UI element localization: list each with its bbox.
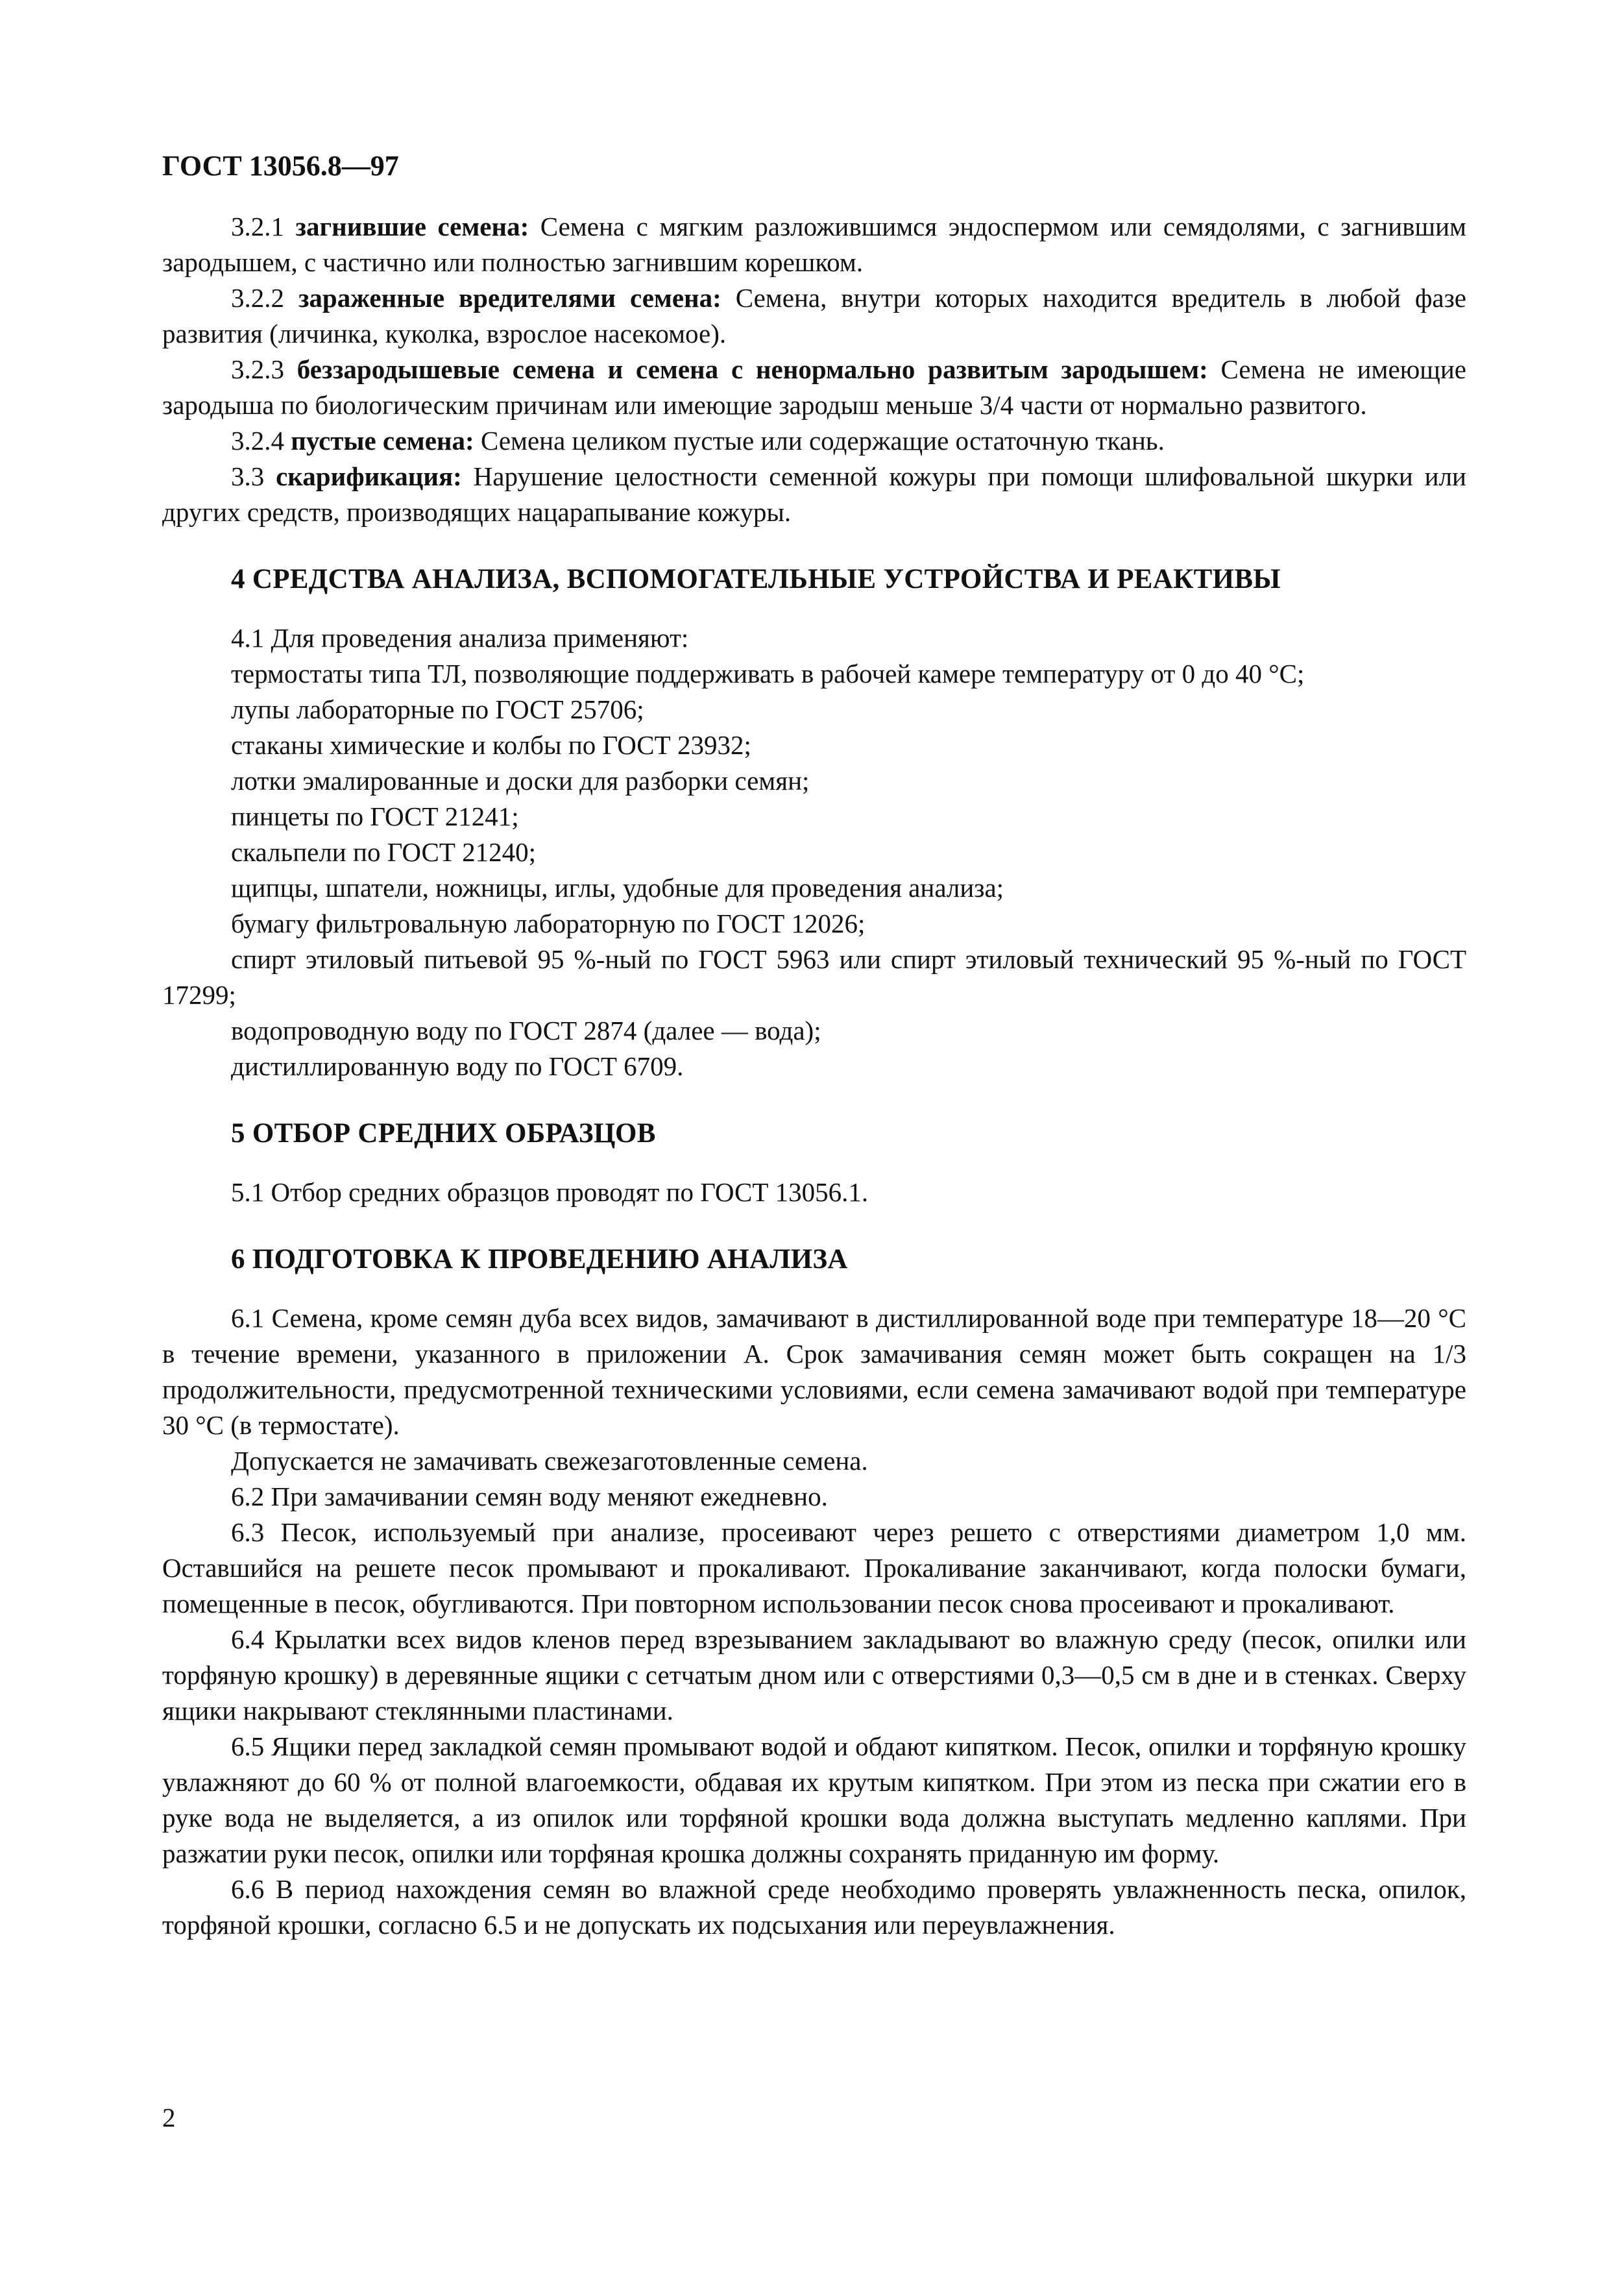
clause-5-1: 5.1 Отбор средних образцов проводят по ГОСТ 13056.1. (231, 1177, 869, 1207)
clause-number: 3.3 (231, 461, 276, 491)
clause-6-6: 6.6 В период нахождения семян во влажной среде необходимо проверять увлажненность песка, опилок, торфяной крошки, согласно 6.5 и не допускать их подсыхания или переувлажнения. (162, 1874, 1466, 1940)
section-4-heading: 4 СРЕДСТВА АНАЛИЗА, ВСПОМОГАТЕЛЬНЫЕ УСТРОЙСТВА И РЕАКТИВЫ (231, 564, 1281, 594)
section-6-heading: 6 ПОДГОТОВКА К ПРОВЕДЕНИЮ АНАЛИЗА (231, 1244, 848, 1275)
clause-number: 3.2.3 (231, 354, 297, 384)
clause-text: Нарушение целостности семенной кожуры при помощи шлифовальной шкурки или других средств, производящих нацарапывание кожуры. (162, 461, 1466, 527)
document-body (162, 209, 1466, 1943)
list-item: пинцеты по ГОСТ 21241; (231, 801, 519, 831)
clause-6-4: 6.4 Крылатки всех видов кленов перед взрезыванием закладывают во влажную среду (песок, опилки или торфяную крошку) в деревянные ящики с сетчатым дном или с отверстиями 0,3—0,5 см в дне и в стенках. Сверху ящики накрывают стеклянными пластинами. (162, 1624, 1466, 1726)
list-item: лупы лабораторные по ГОСТ 25706; (231, 694, 644, 724)
clause-3-2-3 (162, 352, 1466, 423)
section-5-heading: 5 ОТБОР СРЕДНИХ ОБРАЗЦОВ (231, 1118, 656, 1149)
clause-text: Семена с мягким разложившимся эндоспермом или семядолями, с загнившим зародышем, с частично или полностью загнившим корешком. (162, 212, 1466, 277)
document-code-header: ГОСТ 13056.8—97 (162, 150, 399, 182)
clause-term: пустые семена: (291, 426, 474, 456)
clause-term: беззародышевые семена и семена с ненормально развитым зародышем: (297, 354, 1208, 384)
clause-6-1-note: Допускается не замачивать свежезаготовленные семена. (231, 1446, 868, 1476)
clause-term: скарификация: (276, 461, 462, 491)
list-item: лотки эмалированные и доски для разборки семян; (231, 766, 810, 796)
clause-4-1: 4.1 Для проведения анализа применяют: (231, 623, 689, 653)
list-item: щипцы, шпатели, ножницы, иглы, удобные для проведения анализа; (231, 873, 1004, 903)
clause-term: загнившие семена: (295, 212, 529, 241)
clause-3-3 (162, 459, 1466, 530)
list-item: термостаты типа ТЛ, позволяющие поддерживать в рабочей камере температуру от 0 до 40 °С; (231, 659, 1305, 689)
clause-number: 3.2.2 (231, 283, 298, 313)
clause-6-5: 6.5 Ящики перед закладкой семян промывают водой и обдают кипятком. Песок, опилки и торфяную крошку увлажняют до 60 % от полной влагоемкости, обдавая их крутым кипятком. При этом из песка при сжатии его в руке вода не выделяется, а из опилок или торфяной крошки вода должна выступать медленно каплями. При разжатии руки песок, опилки или торфяная крошка должны сохранять приданную им форму. (162, 1731, 1466, 1868)
clause-3-2-2 (162, 280, 1466, 352)
list-item: водопроводную воду по ГОСТ 2874 (далее — вода); (231, 1016, 821, 1045)
list-item: скальпели по ГОСТ 21240; (231, 837, 537, 867)
list-item: дистиллированную воду по ГОСТ 6709. (231, 1051, 684, 1081)
clause-6-2: 6.2 При замачивании семян воду меняют ежедневно. (231, 1482, 828, 1511)
clause-text: Семена, внутри которых находится вредитель в любой фазе развития (личинка, куколка, взрослое насекомое). (162, 283, 1467, 348)
clause-text: Семена целиком пустые или содержащие остаточную ткань. (474, 426, 1165, 456)
clause-text: Семена не имеющие зародыша по биологическим причинам или имеющие зародыш меньше 3/4 части от нормально развитого. (162, 354, 1467, 420)
clause-number: 3.2.1 (231, 212, 296, 241)
clause-3-2-1 (162, 209, 1466, 280)
list-item: бумагу фильтровальную лабораторную по ГОСТ 12026; (231, 909, 866, 938)
page-number: 2 (162, 2103, 176, 2132)
list-item: стаканы химические и колбы по ГОСТ 23932; (231, 730, 751, 760)
clause-term: зараженные вредителями семена: (298, 283, 721, 313)
clause-6-3: 6.3 Песок, используемый при анализе, просеивают через решето с отверстиями диаметром 1,0 мм. Оставшийся на решете песок промывают и прокаливают. Прокаливание заканчивают, когда полоски бумаги, помещенные в песок, обугливаются. При повторном использовании песок снова просеивают и прокаливают. (162, 1517, 1466, 1618)
list-item: спирт этиловый питьевой 95 %-ный по ГОСТ 5963 или спирт этиловый технический 95 %-ный по ГОСТ 17299; (162, 944, 1466, 1010)
clause-6-1: 6.1 Семена, кроме семян дуба всех видов, замачивают в дистиллированной воде при температуре 18—20 °С в течение времени, указанного в приложении А. Срок замачивания семян может быть сокращен на 1/3 продолжительности, предусмотренной техническими условиями, если семена замачивают водой при температуре 30 °С (в термостате). (162, 1303, 1466, 1440)
clause-number: 3.2.4 (231, 426, 291, 456)
clause-3-2-4 (162, 423, 1466, 459)
